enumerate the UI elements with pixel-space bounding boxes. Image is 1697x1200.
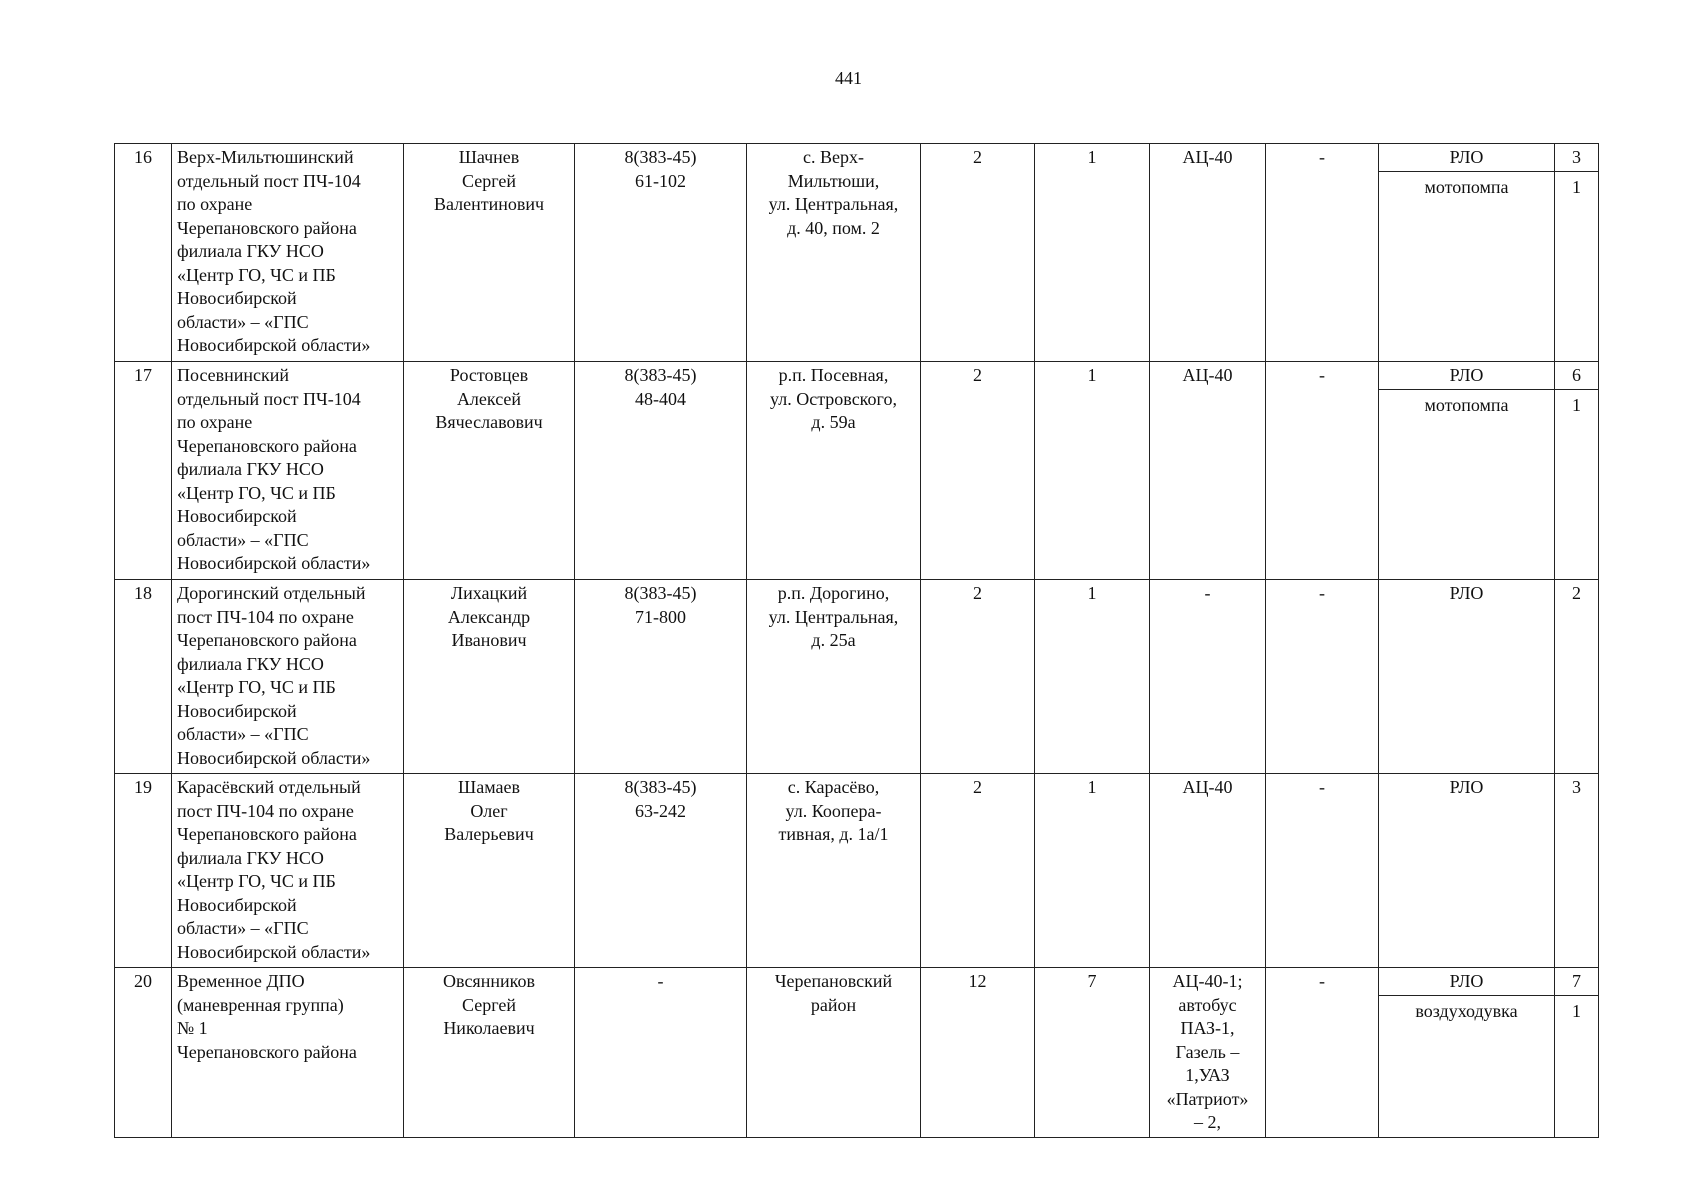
equipment-count: 1 bbox=[1572, 1001, 1581, 1021]
cell-equipment-count bbox=[1555, 144, 1599, 362]
cell-vehicles: АЦ-40-1; автобус ПАЗ-1, Газель – 1,УАЗ «Патриот» – 2, bbox=[1150, 968, 1266, 1138]
equipment-count: 7 bbox=[1555, 968, 1598, 996]
cell-number: 19 bbox=[115, 774, 172, 968]
cell-col9: - bbox=[1266, 144, 1379, 362]
cell-vehicles: АЦ-40 bbox=[1150, 774, 1266, 968]
cell-station-name: Верх-Мильтюшинский отдельный пост ПЧ-104 по охране Черепановского района филиала ГКУ НСО «Центр ГО, ЧС и ПБ Новосибирской области» – «ГПС Новосибирской области» bbox=[172, 144, 404, 362]
table-row bbox=[115, 580, 1599, 774]
equipment-count: 1 bbox=[1572, 395, 1581, 415]
cell-head: Овсянников Сергей Николаевич bbox=[404, 968, 575, 1138]
cell-equipment bbox=[1379, 968, 1555, 1138]
cell-vehicles: АЦ-40 bbox=[1150, 362, 1266, 580]
page-number: 441 bbox=[835, 68, 862, 88]
equipment-count: 6 bbox=[1555, 362, 1598, 390]
equipment-count: 3 bbox=[1572, 777, 1581, 797]
cell-vehicles: - bbox=[1150, 580, 1266, 774]
equipment-name: РЛО bbox=[1449, 583, 1484, 603]
cell-phone: 8(383-45) 48-404 bbox=[575, 362, 747, 580]
cell-head: Шачнев Сергей Валентинович bbox=[404, 144, 575, 362]
cell-staff: 2 bbox=[921, 774, 1035, 968]
cell-station-name: Карасёвский отдельный пост ПЧ-104 по охране Черепановского района филиала ГКУ НСО «Центр ГО, ЧС и ПБ Новосибирской области» – «ГПС Новосибирской области» bbox=[172, 774, 404, 968]
cell-vehicles: АЦ-40 bbox=[1150, 144, 1266, 362]
cell-address: р.п. Посевная, ул. Островского, д. 59а bbox=[747, 362, 921, 580]
cell-equipment-count bbox=[1555, 580, 1599, 774]
cell-head: Лихацкий Александр Иванович bbox=[404, 580, 575, 774]
cell-equipment bbox=[1379, 362, 1555, 580]
cell-equipment-count bbox=[1555, 968, 1599, 1138]
cell-units: 1 bbox=[1035, 144, 1150, 362]
cell-address: Черепановский район bbox=[747, 968, 921, 1138]
cell-equipment bbox=[1379, 580, 1555, 774]
table-body bbox=[115, 144, 1599, 1138]
equipment-name: мотопомпа bbox=[1424, 395, 1509, 415]
cell-station-name: Посевнинский отдельный пост ПЧ-104 по охране Черепановского района филиала ГКУ НСО «Центр ГО, ЧС и ПБ Новосибирской области» – «ГПС Новосибирской области» bbox=[172, 362, 404, 580]
cell-phone: 8(383-45) 61-102 bbox=[575, 144, 747, 362]
table-row bbox=[115, 362, 1599, 580]
cell-equipment-count bbox=[1555, 774, 1599, 968]
table-row bbox=[115, 774, 1599, 968]
equipment-name: РЛО bbox=[1379, 144, 1554, 172]
cell-staff: 2 bbox=[921, 144, 1035, 362]
cell-address: с. Верх- Мильтюши, ул. Центральная, д. 40, пом. 2 bbox=[747, 144, 921, 362]
equipment-name: РЛО bbox=[1379, 968, 1554, 996]
equipment-name: воздуходувка bbox=[1415, 1001, 1518, 1021]
cell-equipment-count bbox=[1555, 362, 1599, 580]
cell-col9: - bbox=[1266, 580, 1379, 774]
equipment-name: мотопомпа bbox=[1424, 177, 1509, 197]
cell-phone: 8(383-45) 63-242 bbox=[575, 774, 747, 968]
cell-number: 16 bbox=[115, 144, 172, 362]
cell-address: р.п. Дорогино, ул. Центральная, д. 25а bbox=[747, 580, 921, 774]
cell-station-name: Временное ДПО (маневренная группа) № 1 Черепановского района bbox=[172, 968, 404, 1138]
cell-staff: 2 bbox=[921, 362, 1035, 580]
cell-phone: 8(383-45) 71-800 bbox=[575, 580, 747, 774]
cell-address: с. Карасёво, ул. Коопера- тивная, д. 1а/1 bbox=[747, 774, 921, 968]
equipment-count: 3 bbox=[1555, 144, 1598, 172]
table-row bbox=[115, 144, 1599, 362]
cell-units: 1 bbox=[1035, 774, 1150, 968]
cell-head: Ростовцев Алексей Вячеславович bbox=[404, 362, 575, 580]
cell-station-name: Дорогинский отдельный пост ПЧ-104 по охране Черепановского района филиала ГКУ НСО «Центр ГО, ЧС и ПБ Новосибирской области» – «ГПС Новосибирской области» bbox=[172, 580, 404, 774]
cell-number: 20 bbox=[115, 968, 172, 1138]
cell-col9: - bbox=[1266, 362, 1379, 580]
cell-staff: 12 bbox=[921, 968, 1035, 1138]
cell-units: 1 bbox=[1035, 362, 1150, 580]
fire-stations-table bbox=[114, 143, 1599, 1138]
cell-number: 17 bbox=[115, 362, 172, 580]
equipment-count: 1 bbox=[1572, 177, 1581, 197]
cell-head: Шамаев Олег Валерьевич bbox=[404, 774, 575, 968]
cell-col9: - bbox=[1266, 774, 1379, 968]
table-row bbox=[115, 968, 1599, 1138]
equipment-count: 2 bbox=[1572, 583, 1581, 603]
cell-number: 18 bbox=[115, 580, 172, 774]
equipment-name: РЛО bbox=[1379, 362, 1554, 390]
cell-col9: - bbox=[1266, 968, 1379, 1138]
cell-staff: 2 bbox=[921, 580, 1035, 774]
equipment-name: РЛО bbox=[1449, 777, 1484, 797]
cell-equipment bbox=[1379, 774, 1555, 968]
cell-equipment bbox=[1379, 144, 1555, 362]
cell-phone: - bbox=[575, 968, 747, 1138]
cell-units: 1 bbox=[1035, 580, 1150, 774]
cell-units: 7 bbox=[1035, 968, 1150, 1138]
